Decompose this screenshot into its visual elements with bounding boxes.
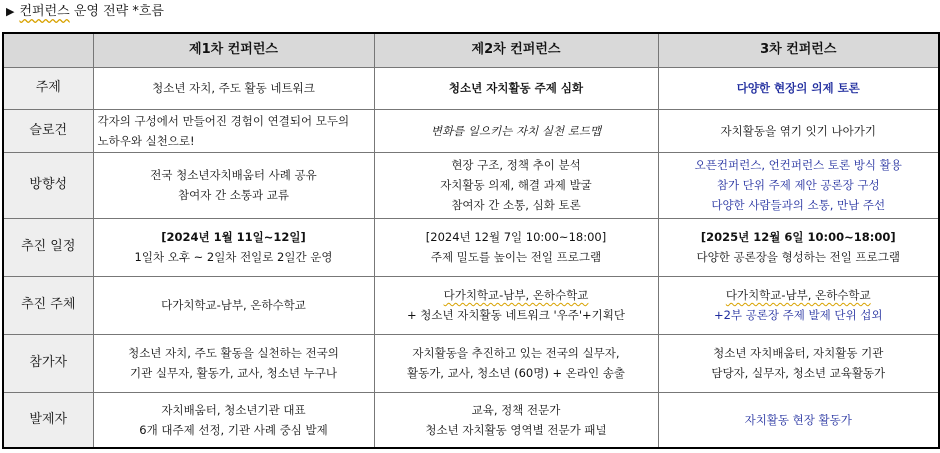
cell-topic-2: 청소년 자치활동 주제 심화 — [374, 67, 658, 109]
cell-slogan-1: 각자의 구성에서 만들어진 경험이 연결되어 모두의 노하우와 실천으로! — [93, 109, 374, 152]
row-label-organizer: 추진 주체 — [3, 276, 93, 334]
cell-direction-1: 전국 청소년자치배움터 사례 공유 참여자 간 소통과 교류 — [93, 152, 374, 218]
row-label-direction: 방향성 — [3, 152, 93, 218]
cell-direction-2: 현장 구조, 정책 추이 분석 자치활동 의제, 해결 과제 발굴 참여자 간 소통, 심화 토론 — [374, 152, 658, 218]
header-conference-3: 3차 컨퍼런스 — [658, 33, 939, 67]
header-conference-2: 제2차 컨퍼런스 — [374, 33, 658, 67]
header-conference-1: 제1차 컨퍼런스 — [93, 33, 374, 67]
title-suffix: 운영 전략 *흐름 — [73, 4, 164, 19]
cell-organizer-2: 다가치학교-남부, 온하수학교 + 청소년 자치활동 네트워크 '우주'+기획단 — [374, 276, 658, 334]
cell-schedule-2: [2024년 12월 7일 10:00~18:00] 주제 밀도를 높이는 전일 프로그램 — [374, 218, 658, 276]
cell-participants-2: 자치활동을 추진하고 있는 전국의 실무자, 활동가, 교사, 청소년 (60명) + 온라인 송출 — [374, 334, 658, 392]
cell-slogan-3: 자치활동을 엮기 잇기 나아가기 — [658, 109, 939, 152]
cell-presenters-3: 자치활동 현장 활동가 — [658, 392, 939, 448]
title-prefix: 컨퍼런스 — [19, 4, 70, 19]
cell-direction-3: 오픈컨퍼런스, 언컨퍼런스 토론 방식 활용 참가 단위 주제 제안 공론장 구성 다양한 사람들과의 소통, 만남 주선 — [658, 152, 939, 218]
header-corner-cell — [3, 33, 93, 67]
cell-schedule-3: [2025년 12월 6일 10:00~18:00] 다양한 공론장을 형성하는 전일 프로그램 — [658, 218, 939, 276]
row-label-topic: 주제 — [3, 67, 93, 109]
row-label-slogan: 슬로건 — [3, 109, 93, 152]
table-row-presenters — [3, 392, 939, 448]
cell-organizer-1: 다가치학교-남부, 온하수학교 — [93, 276, 374, 334]
table-row-schedule — [3, 218, 939, 276]
table-row-topic — [3, 67, 939, 109]
cell-organizer-3: 다가치학교-남부, 온하수학교 +2부 공론장 주제 발제 단위 섭외 — [658, 276, 939, 334]
cell-schedule-1: [2024년 1월 11일~12일] 1일차 오후 ~ 2일차 전일로 2일간 운영 — [93, 218, 374, 276]
table-header-row — [3, 33, 939, 67]
conference-strategy-table — [2, 32, 940, 449]
triangle-bullet-icon: ▶ — [6, 5, 15, 18]
cell-slogan-2: 변화를 일으키는 자치 실천 로드맵 — [374, 109, 658, 152]
cell-participants-1: 청소년 자치, 주도 활동을 실천하는 전국의 기관 실무자, 활동가, 교사, 청소년 누구나 — [93, 334, 374, 392]
table-row-direction — [3, 152, 939, 218]
cell-topic-3: 다양한 현장의 의제 토론 — [658, 67, 939, 109]
row-label-participants: 참가자 — [3, 334, 93, 392]
cell-presenters-1: 자치배움터, 청소년기관 대표 6개 대주제 선정, 기관 사례 중심 발제 — [93, 392, 374, 448]
table-row-slogan — [3, 109, 939, 152]
table-row-participants — [3, 334, 939, 392]
table-row-organizer — [3, 276, 939, 334]
row-label-presenters: 발제자 — [3, 392, 93, 448]
row-label-schedule: 추진 일정 — [3, 218, 93, 276]
cell-participants-3: 청소년 자치배움터, 자치활동 기관 담당자, 실무자, 청소년 교육활동가 — [658, 334, 939, 392]
cell-topic-1: 청소년 자치, 주도 활동 네트워크 — [93, 67, 374, 109]
cell-presenters-2: 교육, 정책 전문가 청소년 자치활동 영역별 전문가 패널 — [374, 392, 658, 448]
document-title — [6, 1, 164, 23]
